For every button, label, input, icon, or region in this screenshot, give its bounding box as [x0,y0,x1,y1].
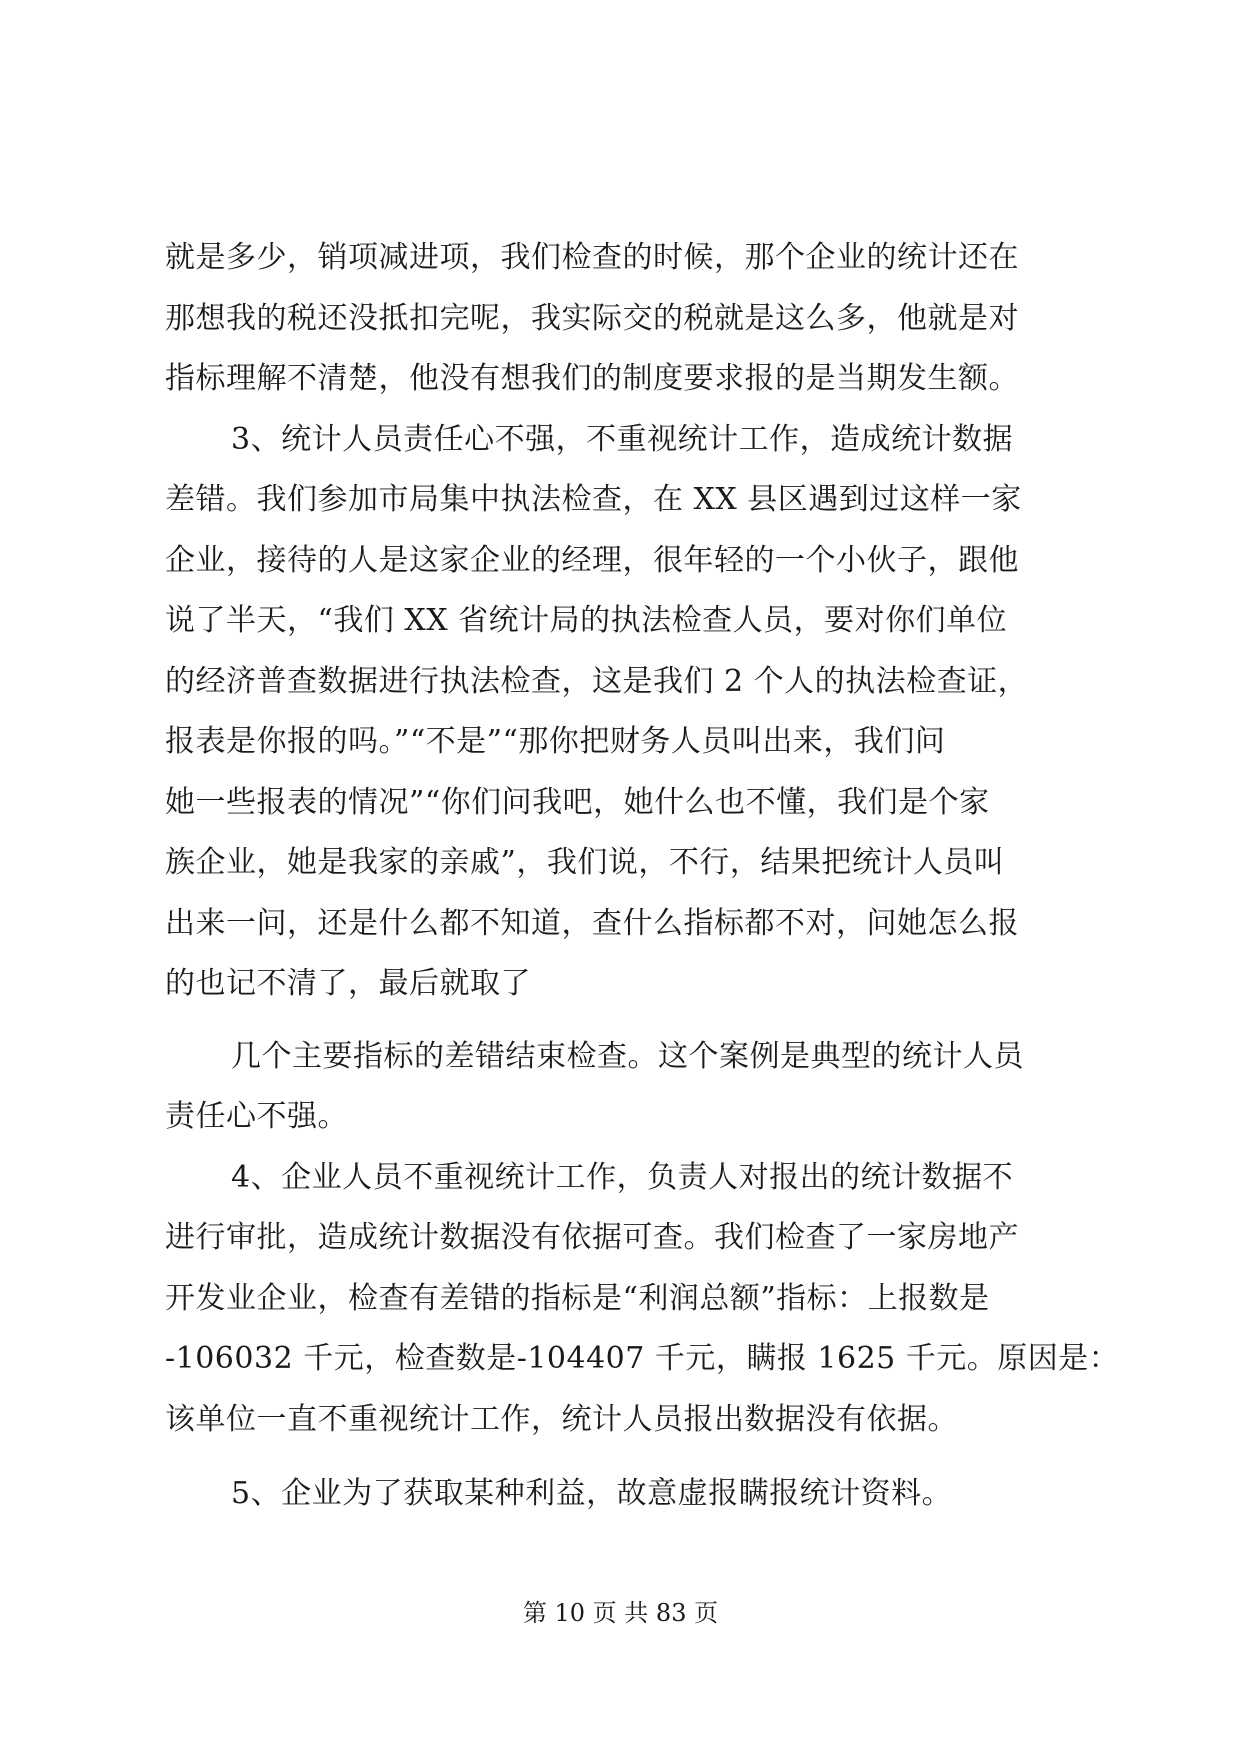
paragraph [165,1027,1085,1148]
text-line: 企业，接待的人是这家企业的经理，很年轻的一个小伙子，跟他 [165,542,1019,578]
text-line: 报表是你报的吗。”“不是”“那你把财务人员叫出来，我们问 [165,724,946,759]
document-body [165,228,1120,1525]
text-line: 责任心不强。 [165,1099,348,1134]
paragraph [165,228,1085,410]
text-line: -106032 千元，检查数是-104407 千元，瞒报 1625 千元。原因是： [165,1341,1120,1376]
text-line: 说了半天，“我们 XX 省统计局的执法检查人员，要对你们单位 [165,603,1008,638]
paragraph-spacer [165,1015,1085,1027]
text-line: 就是多少，销项减进项，我们检查的时候，那个企业的统计还在 [165,240,1019,275]
paragraph [165,410,1085,1015]
text-line: 3、统计人员责任心不强，不重视统计工作，造成统计数据 [231,421,1014,457]
text-line: 4、企业人员不重视统计工作，负责人对报出的统计数据不 [231,1159,1014,1195]
text-line: 差错。我们参加市局集中执法检查，在 XX 县区遇到过这样一家 [165,482,1022,517]
text-line: 该单位一直不重视统计工作，统计人员报出数据没有依据。 [165,1401,958,1437]
text-line: 几个主要指标的差错结束检查。这个案例是典型的统计人员 [231,1038,1024,1074]
text-line: 的也记不清了，最后就取了 [165,966,531,1001]
text-line: 她一些报表的情况”“你们问我吧，她什么也不懂，我们是个家 [165,784,990,820]
text-line: 出来一问，还是什么都不知道，查什么指标都不对，问她怎么报 [165,905,1019,941]
text-line: 族企业，她是我家的亲戚”，我们说，不行，结果把统计人员叫 [165,845,1005,880]
paragraph [165,1464,1085,1525]
text-line: 开发业企业，检查有差错的指标是“利润总额”指标：上报数是 [165,1280,990,1316]
text-line: 指标理解不清楚，他没有想我们的制度要求报的是当期发生额。 [165,361,1019,396]
paragraph [165,1148,1120,1451]
text-line: 进行审批，造成统计数据没有依据可查。我们检查了一家房地产 [165,1220,1019,1255]
paragraph-spacer [165,1450,1085,1464]
text-line: 5、企业为了获取某种利益，故意虚报瞒报统计资料。 [231,1476,953,1511]
text-line: 那想我的税还没抵扣完呢，我实际交的税就是这么多，他就是对 [165,300,1019,336]
text-line: 的经济普查数据进行执法检查，这是我们 2 个人的执法检查证， [165,663,1029,699]
page-number-footer: 第 10 页 共 83 页 [522,1599,719,1627]
